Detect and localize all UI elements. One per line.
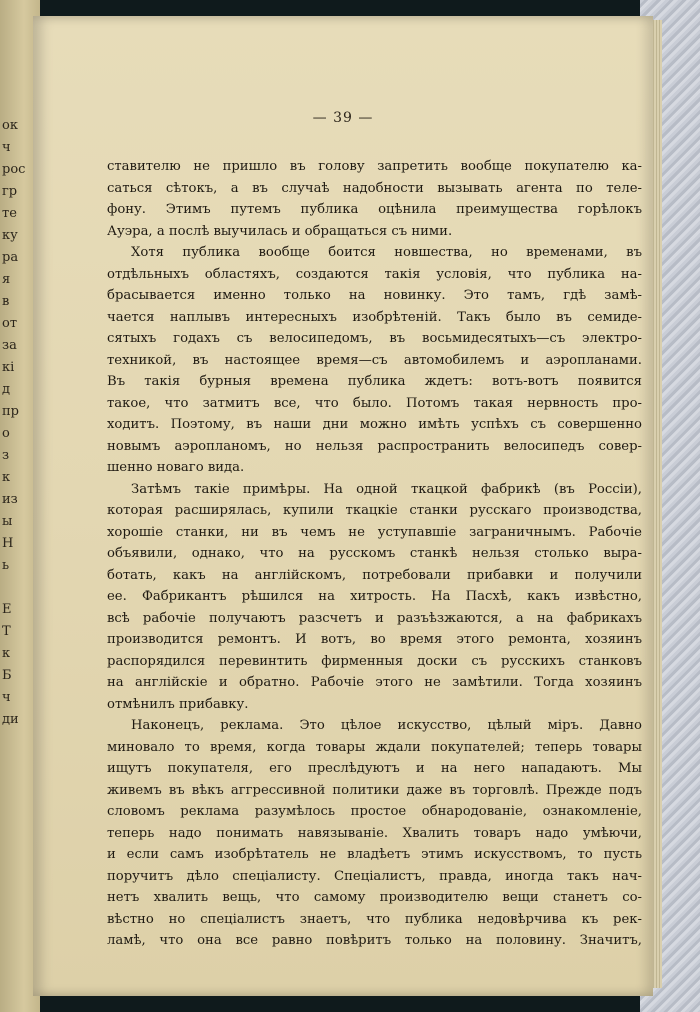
text-line: словомъ реклама разумѣлось простое обнародованіе, ознакомленіе, [107,804,642,819]
text-line: нетъ хвалить вещь, что самому производителю вещи станетъ со- [107,890,642,905]
text-line: Ауэра, а послѣ выучилась и обращаться съ ними. [107,223,453,239]
book-page [33,16,653,996]
facing-page-fragment: ра [2,250,19,265]
text-line: Хотя публика вообще боится новшества, но временами, въ [131,245,642,260]
facing-page-fragment: рос [2,162,26,177]
facing-page-fragment: ок [2,118,18,133]
facing-page-fragment: ч [2,690,11,705]
facing-page-fragment: из [2,492,18,507]
facing-page-fragment: те [2,206,17,221]
facing-page-fragment: я [2,272,11,287]
text-line: отмѣнилъ прибавку. [107,696,249,712]
facing-page-fragment: к [2,470,11,485]
facing-page-fragment: Е [2,602,12,617]
text-line: новымъ аэропланомъ, но нельзя распространить велосипедъ совер- [107,438,642,454]
text-line: распорядился перевинтить фирменныя доски съ русскихъ станковъ [107,653,642,669]
text-line: теперь надо понимать навязываніе. Хвалить товаръ надо умѣючи, [107,825,642,841]
facing-page-fragment: ь [2,558,10,573]
text-line: объявили, однако, что на русскомъ станкѣ нельзя столько выра- [107,546,642,561]
paragraph-1 [107,156,642,242]
facing-page-fragment: кі [2,360,15,375]
paragraph-3 [107,479,642,716]
body-text [107,156,642,952]
text-line: поручитъ дѣло спеціалисту. Спеціалистъ, правда, иногда такъ нач- [107,868,642,884]
text-line: Затѣмъ такіе примѣры. На одной ткацкой фабрикѣ (въ Россіи), [131,481,642,497]
facing-page-fragment: пр [2,404,19,419]
text-line: саться сѣтокъ, а въ случаѣ надобности вызывать агента по теле- [107,180,642,196]
facing-page-fragment: ди [2,712,19,727]
facing-page-fragment: ч [2,140,11,155]
facing-page-fragment: ку [2,228,18,243]
text-line: Наконецъ, реклама. Это цѣлое искусство, цѣлый міръ. Давно [131,718,642,733]
text-line: ходитъ. Поэтому, въ наши дни можно имѣть успѣхъ съ совершенно [107,417,642,432]
text-line: и если самъ изобрѣтатель не владѣетъ этимъ искусствомъ, то пусть [107,847,642,862]
text-line: хорошіе станки, ни въ чемъ не уступавшіе заграничнымъ. Рабочіе [107,524,642,540]
page-number: — 39 — [312,110,374,126]
text-line: сятыхъ годахъ съ велосипедомъ, въ восьмидесятыхъ—съ электро- [107,331,642,346]
paragraph-4 [107,715,642,952]
text-line: ее. Фабрикантъ рѣшился на хитрость. На Пасхѣ, какъ извѣстно, [107,589,642,604]
facing-page-fragment: з [2,448,10,463]
paragraph-2 [107,242,642,479]
text-line: такое, что затмитъ все, что было. Потомъ такая нервность про- [107,395,642,411]
text-line: производится ремонтъ. И вотъ, во время этого ремонта, хозяинъ [107,632,642,647]
text-line: Въ такія бурныя времена публика ждетъ: вотъ-вотъ появится [107,374,642,389]
text-line: которая расширялась, купили ткацкіе станки русскаго производства, [107,503,642,518]
facing-page-fragment: д [2,382,11,397]
text-line: ламѣ, что она все равно повѣритъ только на половину. Значитъ, [107,933,642,948]
facing-page-fragment: Б [2,668,12,683]
text-line: отдѣльныхъ областяхъ, создаются такія условія, что публика на- [107,266,642,282]
facing-page-fragment: к [2,646,11,661]
facing-page-fragment: о [2,426,10,441]
text-line: техникой, въ настоящее время—съ автомобилемъ и аэропланами. [107,352,642,368]
text-line: ботать, какъ на англійскомъ, потребовали прибавки и получили [107,567,642,583]
text-line: ставителю не пришло въ голову запретить вообще покупателю ка- [107,159,642,174]
facing-page-fragment: Т [2,624,11,639]
facing-page-fragment: за [2,338,17,353]
text-line: фону. Этимъ путемъ публика оцѣнила преимущества горѣлокъ [107,202,642,217]
facing-page-fragment: от [2,316,18,331]
text-line: брасывается именно только на новинку. Это тамъ, гдѣ замѣ- [107,288,642,303]
facing-page-fragment: Н [2,536,14,551]
text-line: шенно новаго вида. [107,460,245,475]
facing-page-fragment: ы [2,514,13,529]
text-line: живемъ въ вѣкъ аггрессивной политики даже въ торговлѣ. Прежде подъ [107,782,642,798]
text-line: на англійскіе и обратно. Рабочіе этого не замѣтили. Тогда хозяинъ [107,675,642,690]
text-line: чается наплывъ интересныхъ изобрѣтеній. Такъ было въ семидe- [107,309,642,325]
text-line: вѣстно но спеціалистъ знаетъ, что публика недовѣрчива къ рек- [107,911,642,927]
facing-page-fragment: гр [2,184,18,199]
text-line: миновало то время, когда товары ждали покупателей; теперь товары [107,739,642,755]
text-line: всѣ рабочіе получаютъ разсчетъ и разъѣзжаются, а на фабрикахъ [107,610,642,626]
facing-page-fragment: в [2,294,10,309]
text-line: ищутъ покупателя, его преслѣдуютъ и на него нападаютъ. Мы [107,761,642,776]
